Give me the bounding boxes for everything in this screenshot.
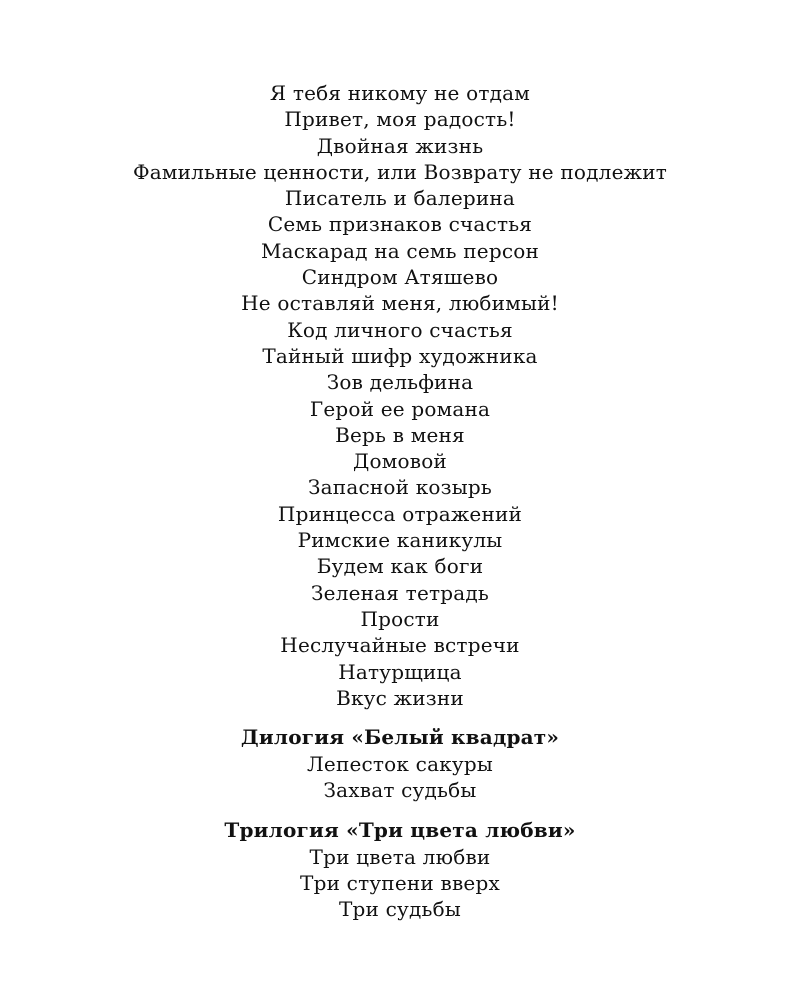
list-item: Три судьбы — [339, 897, 461, 922]
list-item: Домовой — [353, 449, 447, 474]
list-item: Код личного счастья — [287, 317, 513, 342]
list-item: Двойная жизнь — [316, 133, 484, 158]
list-item: Неслучайные встречи — [280, 633, 520, 658]
book-list-page — [0, 80, 800, 923]
list-item: Не оставляй меня, любимый! — [241, 291, 559, 316]
series-book-list — [0, 844, 800, 923]
list-item: Лепесток сакуры — [307, 752, 493, 777]
list-item: Герой ее романа — [309, 396, 491, 421]
series-heading: Трилогия «Три цвета любви» — [224, 817, 576, 842]
list-item: Зеленая тетрадь — [311, 580, 489, 605]
list-item: Маскарад на семь персон — [260, 238, 540, 263]
list-item: Будем как боги — [316, 554, 484, 579]
list-item: Принцесса отражений — [277, 501, 523, 526]
list-item: Прости — [360, 606, 440, 631]
list-item: Я тебя никому не отдам — [269, 81, 531, 105]
list-item: Вкус жизни — [336, 685, 464, 710]
list-item: Римские каникулы — [297, 528, 503, 553]
list-item: Верь в меня — [335, 422, 465, 447]
list-item: Писатель и балерина — [284, 186, 516, 211]
list-item: Три цвета любви — [309, 844, 491, 869]
list-item: Привет, моя радость! — [284, 107, 516, 132]
list-item: Зов дельфина — [326, 370, 474, 395]
list-item: Семь признаков счастья — [267, 212, 533, 237]
list-item: Фамильные ценности, или Возврату не подлежит — [132, 159, 668, 184]
list-item: Тайный шифр художника — [262, 343, 538, 368]
list-item: Синдром Атяшево — [301, 265, 499, 290]
list-item: Захват судьбы — [323, 778, 477, 803]
list-item: Три ступени вверх — [300, 871, 500, 896]
series-heading: Дилогия «Белый квадрат» — [240, 725, 560, 750]
title-list — [0, 80, 800, 711]
list-item: Запасной козырь — [308, 475, 492, 500]
series-trilogy — [0, 816, 800, 923]
list-item: Натурщица — [338, 659, 462, 684]
series-dilogy — [0, 723, 800, 804]
series-book-list — [0, 751, 800, 804]
